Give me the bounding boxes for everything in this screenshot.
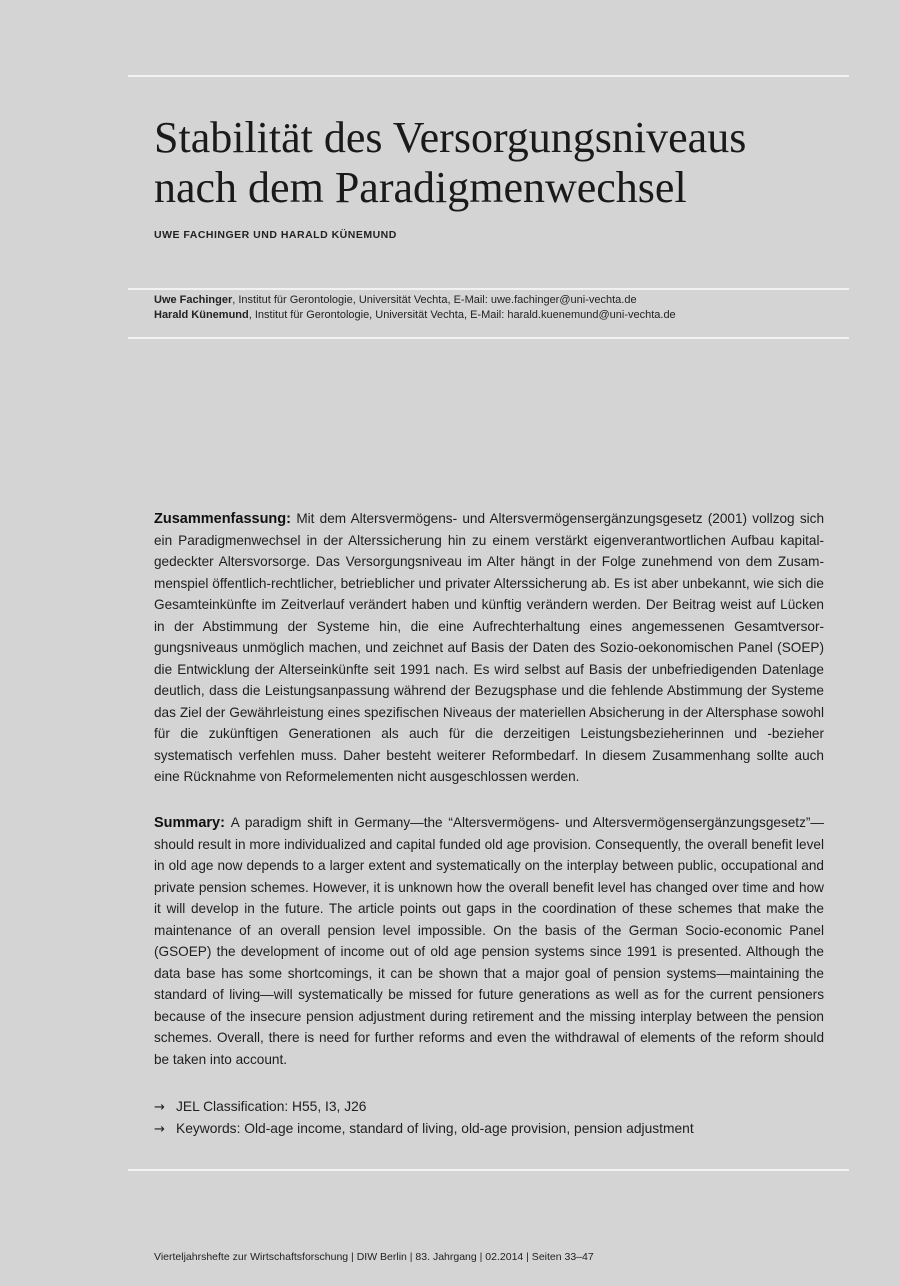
abstract-english <box>154 812 824 1070</box>
title-line-2: nach dem Paradigmenwechsel <box>154 163 687 212</box>
abstract-english-text: A paradigm shift in Germany—the “Altersvermögens- und Altersvermögensergänzungsgesetz”—should result in more individualized and capital funded old age provision. Consequently, the overall benefit level in old age now depends to a larger extent and systematically on the interplay between public, occupational and private pension schemes. However, it is unknown how the overall benefit level has changed over time and how it will develop in the future. The article points out gaps in the coordination of these schemes that make the maintenance of an overall pension level impossible. On the basis of the German Socio-economic Panel (GSOEP) the development of income out of old age pension systems since 1991 is presented. Although the data base has some shortcomings, it can be shown that a major goal of pension systems—maintaining the standard of living—will systematically be missed for future generations as well as for the current pensioners because of the insecure pension adjustment during retirement and the missing interplay between the pension schemes. Overall, there is need for further reforms and even the withdrawal of elements of the reform should be taken into account. <box>154 815 825 1067</box>
arrow-right-icon: → <box>154 1100 165 1115</box>
journal-footer: Vierteljahrshefte zur Wirtschaftsforschung | DIW Berlin | 83. Jahrgang | 02.2014 | Seiten 33–47 <box>154 1251 594 1263</box>
author-line: UWE FACHINGER UND HARALD KÜNEMUND <box>154 229 397 241</box>
abstract-german-text: Mit dem Altersvermögens- und Altersvermögensergänzungsgesetz (2001) vollzog sich ein Paradigmenwechsel in der Alterssicherung hin zu einem verstärkt eigenverantwortlichen Aufbau kapitalgedeckter Altersvorsorge. Das Versorgungsniveau im Alter hängt in der Folge zunehmend von dem Zusammenspiel öffentlich-rechtlicher, betrieblicher und privater Alterssicherung ab. Es ist aber unbekannt, wie sich die Gesamteinkünfte im Zeitverlauf verändert haben und künftig verändern werden. Der Beitrag weist auf Lücken in der Abstimmung der Systeme hin, die eine Aufrechterhaltung eines angemessenen Gesamtversorgungsniveaus unmöglich machen, und zeichnet auf Basis der Daten des Sozio-oekonomischen Panel (SOEP) die Entwicklung der Alterseinkünfte seit 1991 nach. Es wird selbst auf Basis der unbefriedigenden Datenlage deutlich, dass die Leistungsanpassung während der Bezugsphase und die fehlende Abstimmung der Systeme das Ziel der Gewährleistung eines spezifischen Niveaus der materiellen Absicherung in der Altersphase sowohl für die zukünftigen Generationen als auch für die derzeitigen Leistungsbezieherinnen und -bezieher systematisch verfehlen muss. Daher besteht weiterer Reformbedarf. In diesem Zusammenhang sollte auch eine Rücknahme von Reformelementen nicht ausgeschlossen werden. <box>154 511 825 784</box>
article-title <box>154 113 844 213</box>
jel-classification <box>154 1096 694 1118</box>
top-rule <box>128 75 849 77</box>
affiliations <box>154 293 676 323</box>
keywords-text: Keywords: Old-age income, standard of living, old-age provision, pension adjustment <box>176 1121 694 1136</box>
affiliation-details: , Institut für Gerontologie, Universität Vechta, E-Mail: harald.kuenemund@uni-vechta.de <box>248 309 676 321</box>
classification-block <box>154 1096 694 1140</box>
affiliation-details: , Institut für Gerontologie, Universität Vechta, E-Mail: uwe.fachinger@uni-vechta.de <box>232 294 637 306</box>
affiliation-name: Harald Künemund <box>154 309 249 321</box>
affiliation-name: Uwe Fachinger <box>154 294 233 306</box>
abstract-german-label: Zusammenfassung: <box>154 511 291 527</box>
arrow-right-icon: → <box>154 1122 165 1137</box>
affiliation-2 <box>154 308 676 323</box>
jel-classification-text: JEL Classification: H55, I3, J26 <box>176 1099 367 1114</box>
affiliation-1 <box>154 293 676 308</box>
abstract-english-label: Summary: <box>154 815 225 831</box>
affiliation-rule-bottom <box>128 337 849 339</box>
abstract-german <box>154 508 824 788</box>
keywords-line <box>154 1118 694 1140</box>
affiliation-rule-top <box>128 288 849 290</box>
bottom-rule <box>128 1169 849 1171</box>
title-line-1: Stabilität des Versorgungsniveaus <box>154 113 747 162</box>
